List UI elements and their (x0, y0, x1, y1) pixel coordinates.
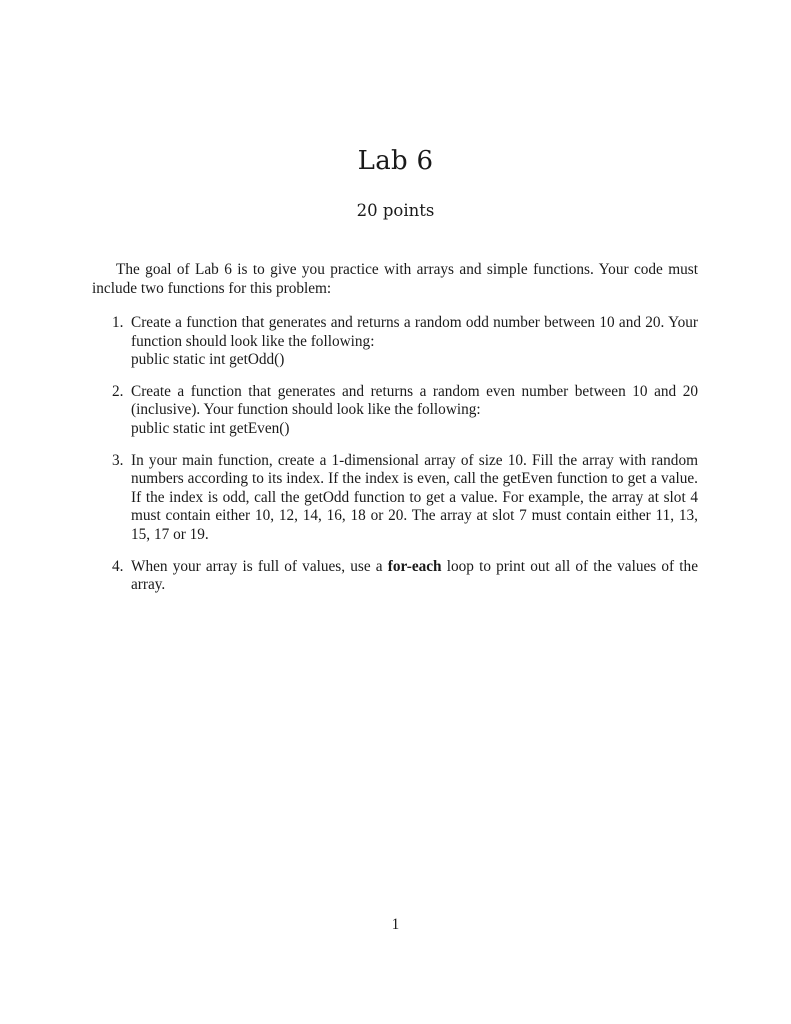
list-item (92, 383, 698, 439)
list-item-number: 2. (112, 382, 124, 400)
list-item (92, 558, 698, 595)
instruction-list (92, 314, 698, 608)
page-number: 1 (391, 916, 400, 933)
document-title: Lab 6 (357, 146, 434, 176)
intro-paragraph: The goal of Lab 6 is to give you practice with arrays and simple functions. Your code must include two functions for this problem: (92, 261, 698, 297)
list-item-text (131, 558, 698, 595)
function-signature: public static int getEven() (131, 419, 290, 437)
points-subtitle: 20 points (356, 201, 435, 220)
list-item-number: 4. (112, 557, 124, 575)
list-item-text: Create a function that generates and returns a random odd number between 10 and 20. Your function should look like the following: (131, 314, 698, 350)
function-signature: public static int getOdd() (131, 351, 285, 369)
list-item-text-before: When your array is full of values, use a (131, 557, 383, 575)
list-item-text-after: loop to print out all of the values of the array. (131, 557, 698, 594)
list-item (92, 452, 698, 545)
list-item-text: In your main function, create a 1-dimensional array of size 10. Fill the array with random numbers according to its index. If the index is even, call the getEven function to get a value. If the index is odd, call the getOdd function to get a value. For example, the array at slot 4 must contain either 10, 12, 14, 16, 18 or 20. The array at slot 7 must contain either 11, 13, 15, 17 or 19. (131, 451, 698, 543)
list-item (92, 314, 698, 370)
list-item-number: 3. (112, 451, 124, 469)
list-item-text: Create a function that generates and returns a random even number between 10 and 20 (inclusive). Your function should look like the following: (131, 382, 698, 419)
for-each-keyword: for-each (387, 557, 442, 575)
list-item-number: 1. (112, 314, 124, 331)
